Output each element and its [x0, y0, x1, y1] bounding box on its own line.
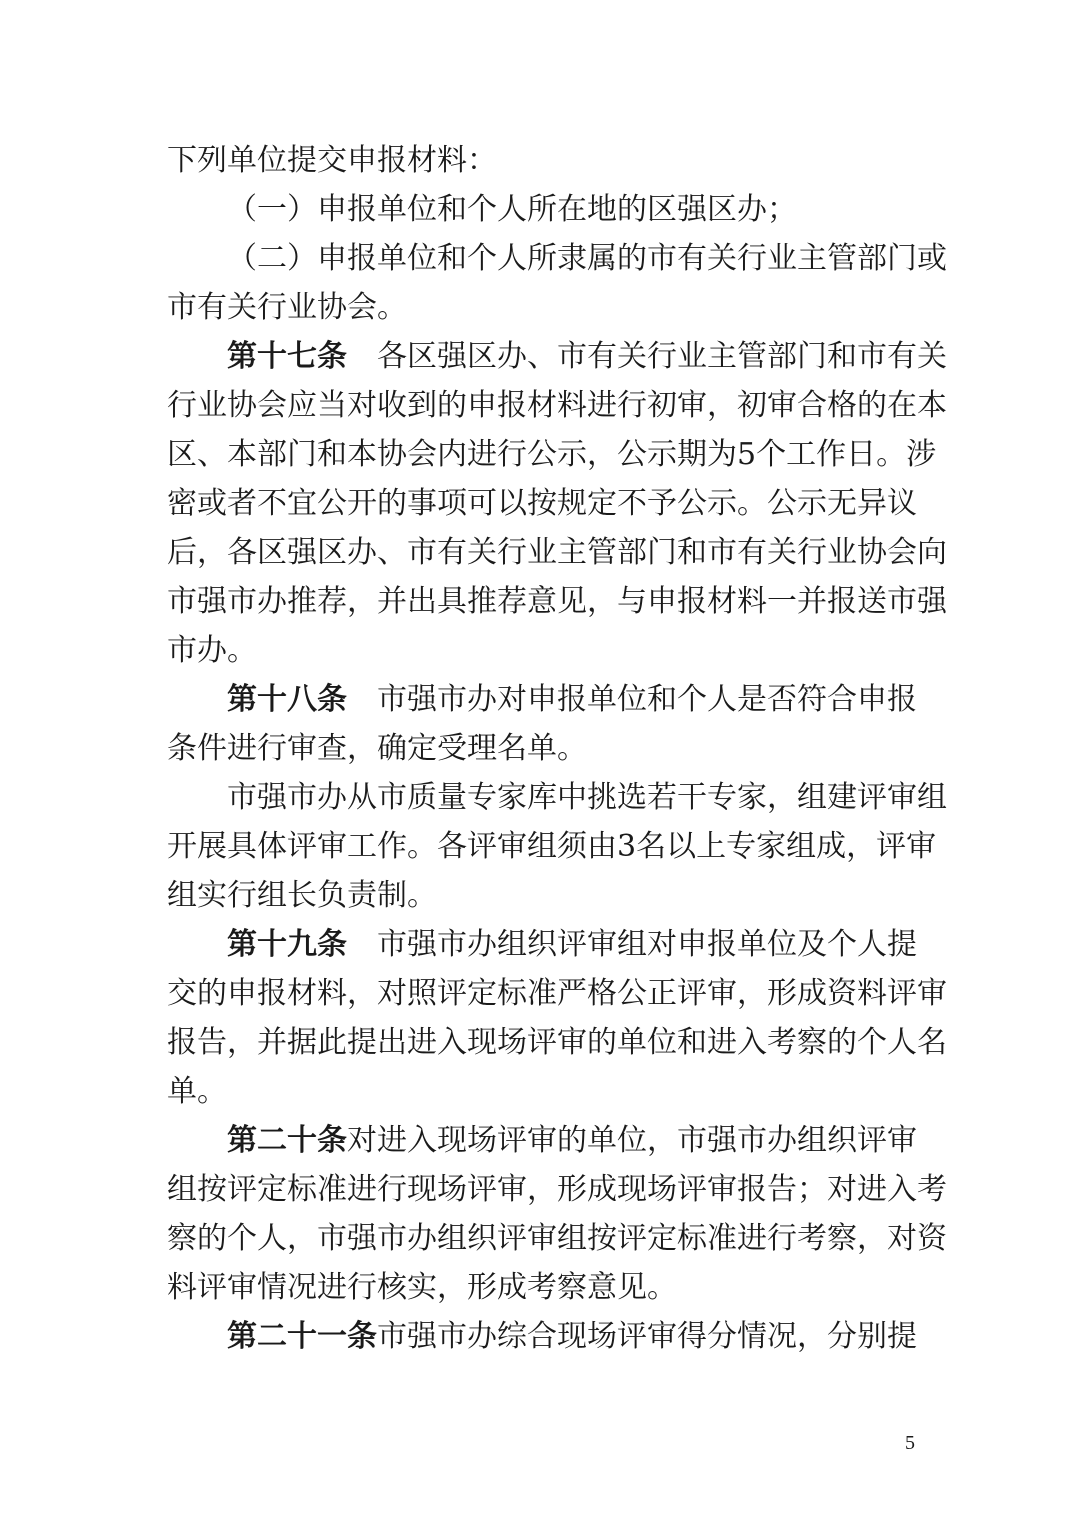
text-line [167, 432, 937, 478]
line-text: （二）申报单位和个人所隶属的市有关行业主管部门或 [227, 241, 947, 276]
line-text: 开展具体评审工作。各评审组须由3名以上专家组成，评审 [167, 829, 937, 864]
line-text: 市强市办组织评审组对申报单位及个人提 [347, 927, 917, 962]
text-line [167, 1216, 947, 1262]
line-text: 密或者不宜公开的事项可以按规定不予公示。公示无异议 [167, 486, 917, 521]
text-line [167, 1069, 915, 1115]
text-line [167, 481, 915, 527]
article-number: 第十七条 [227, 339, 347, 374]
text-line [167, 824, 937, 870]
line-text: 市强市办综合现场评审得分情况，分别提 [377, 1319, 917, 1354]
text-line [167, 628, 915, 674]
article-number: 第二十一条 [227, 1319, 377, 1354]
article-number: 第二十条 [227, 1123, 347, 1158]
text-line [167, 138, 915, 184]
line-text: 市强市办从市质量专家库中挑选若干专家，组建评审组 [227, 780, 947, 815]
list-item [227, 187, 915, 233]
article-number: 第十八条 [227, 682, 347, 717]
line-text: 后，各区强区办、市有关行业主管部门和市有关行业协会向 [167, 535, 947, 570]
text-line [167, 1265, 915, 1311]
line-text: 对进入现场评审的单位，市强市办组织评审 [347, 1123, 917, 1158]
line-text: 下列单位提交申报材料： [167, 143, 497, 178]
article-heading-line [227, 1314, 915, 1360]
line-text: 交的申报材料，对照评定标准严格公正评审，形成资料评审 [167, 976, 947, 1011]
article-heading-line [227, 1118, 915, 1164]
line-text: 市有关行业协会。 [167, 290, 407, 325]
text-line [167, 530, 947, 576]
line-text: 单。 [167, 1074, 227, 1109]
line-text: 组按评定标准进行现场评审，形成现场评审报告；对进入考 [167, 1172, 947, 1207]
line-text: 各区强区办、市有关行业主管部门和市有关 [347, 339, 947, 374]
text-line [167, 1020, 947, 1066]
text-line [167, 971, 947, 1017]
article-heading-line [227, 334, 947, 380]
line-text: （一）申报单位和个人所在地的区强区办； [227, 192, 797, 227]
text-line [167, 285, 915, 331]
article-number: 第十九条 [227, 927, 347, 962]
line-text: 报告，并据此提出进入现场评审的单位和进入考察的个人名 [167, 1025, 947, 1060]
line-text: 料评审情况进行核实，形成考察意见。 [167, 1270, 677, 1305]
text-line [167, 383, 947, 429]
text-line [227, 775, 947, 821]
line-text: 区、本部门和本协会内进行公示，公示期为5个工作日。涉 [167, 437, 937, 472]
line-text: 市办。 [167, 633, 257, 668]
page-number: 5 [905, 1432, 915, 1454]
line-text: 市强市办推荐，并出具推荐意见，与申报材料一并报送市强 [167, 584, 947, 619]
text-line [167, 579, 947, 625]
article-heading-line [227, 922, 915, 968]
line-text: 市强市办对申报单位和个人是否符合申报 [347, 682, 917, 717]
text-line [167, 873, 915, 919]
text-line [167, 1167, 947, 1213]
line-text: 行业协会应当对收到的申报材料进行初审，初审合格的在本 [167, 388, 947, 423]
line-text: 条件进行审查，确定受理名单。 [167, 731, 587, 766]
list-item [227, 236, 947, 282]
line-text: 察的个人，市强市办组织评审组按评定标准进行考察，对资 [167, 1221, 947, 1256]
line-text: 组实行组长负责制。 [167, 878, 437, 913]
article-heading-line [227, 677, 915, 723]
text-line [167, 726, 915, 772]
